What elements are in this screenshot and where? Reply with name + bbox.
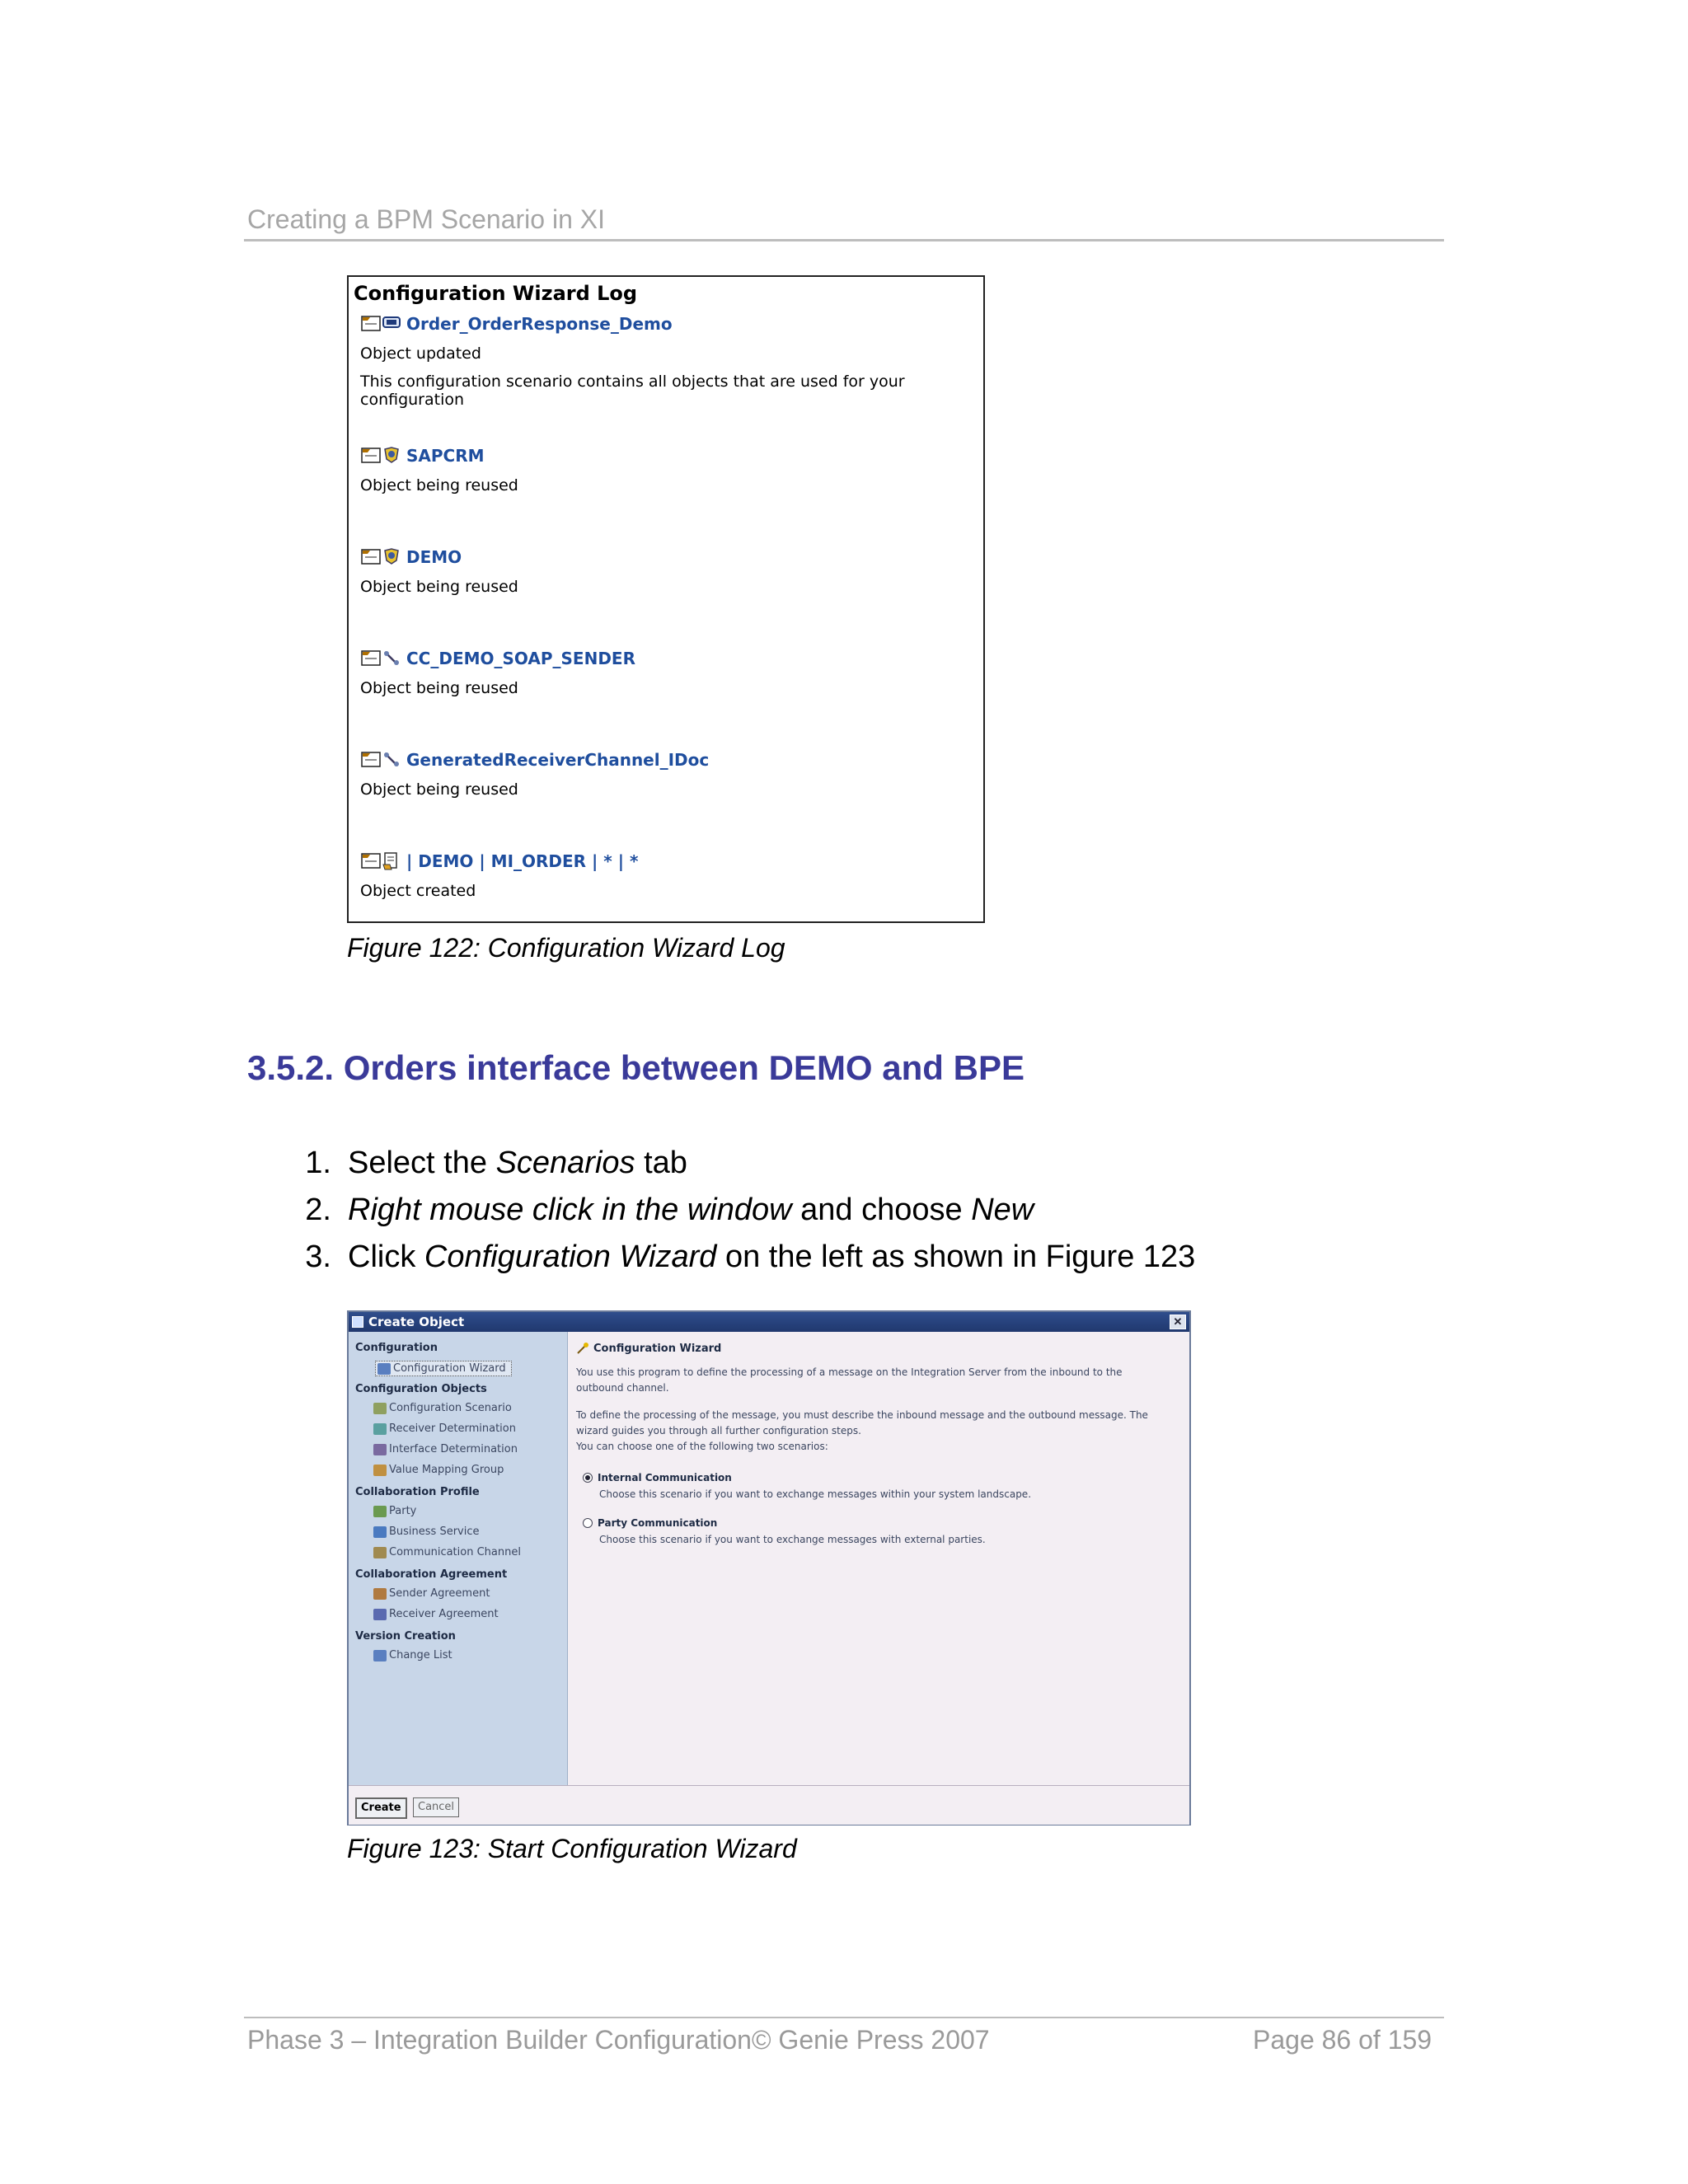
object-status: Object updated xyxy=(360,344,481,363)
intro-text: You use this program to define the processing of a message on the Integration Server from the inbound to the outbound channel. xyxy=(576,1366,1123,1394)
agreement-icon xyxy=(382,851,403,871)
radio-description: Choose this scenario if you want to exchange messages within your system landscape. xyxy=(599,1488,1032,1500)
flag-icon xyxy=(360,446,382,466)
object-link[interactable]: Order_OrderResponse_Demo xyxy=(406,314,673,334)
content-title xyxy=(576,1342,721,1355)
step-fragment: tab xyxy=(635,1146,687,1180)
flag-icon xyxy=(360,851,382,871)
create-button[interactable]: Create xyxy=(355,1797,407,1819)
running-header: Creating a BPM Scenario in XI xyxy=(247,204,605,234)
nav-item[interactable] xyxy=(373,1443,518,1455)
nav-group-title: Configuration Objects xyxy=(355,1383,487,1395)
nav-group-title: Collaboration Agreement xyxy=(355,1568,508,1581)
object-type-icon xyxy=(373,1588,387,1600)
log-entry-header xyxy=(360,312,978,336)
channel-icon xyxy=(382,649,403,668)
step-number: 2. xyxy=(305,1193,331,1227)
nav-group-title: Collaboration Profile xyxy=(355,1486,480,1498)
object-type-navigation xyxy=(349,1332,568,1785)
log-entry xyxy=(360,545,978,596)
step-number: 1. xyxy=(305,1146,331,1180)
object-status: Object being reused xyxy=(360,476,518,494)
wizard-description-panel xyxy=(570,1332,1189,1785)
footer-rule xyxy=(244,2017,1444,2018)
nav-item[interactable] xyxy=(373,1464,504,1476)
object-type-icon xyxy=(373,1547,387,1558)
object-status: Object being reused xyxy=(360,780,518,799)
create-object-window xyxy=(347,1310,1191,1825)
nav-item[interactable] xyxy=(373,1649,452,1661)
object-type-icon xyxy=(373,1465,387,1476)
flag-icon xyxy=(360,750,382,770)
object-type-icon xyxy=(373,1506,387,1517)
cancel-button[interactable]: Cancel xyxy=(413,1797,459,1817)
nav-item-label: Value Mapping Group xyxy=(389,1464,504,1476)
channel-icon xyxy=(382,750,403,770)
figure-122-caption: Figure 122: Configuration Wizard Log xyxy=(347,933,785,963)
section-heading: 3.5.2. Orders interface between DEMO and BPE xyxy=(247,1048,1025,1087)
nav-item[interactable] xyxy=(373,1608,499,1620)
step-emphasis: Right mouse click in the window xyxy=(348,1193,792,1227)
step-fragment: on the left as shown in Figure 123 xyxy=(716,1240,1196,1274)
radio-selected-icon xyxy=(583,1473,593,1483)
party-communication-radio[interactable] xyxy=(583,1517,717,1529)
object-link[interactable]: | DEMO | MI_ORDER | * | * xyxy=(406,851,639,871)
nav-group-title: Version Creation xyxy=(355,1630,456,1643)
window-footer xyxy=(349,1785,1189,1825)
step-text xyxy=(348,1193,1034,1240)
wand-icon xyxy=(576,1342,589,1355)
nav-item-label: Configuration Wizard xyxy=(393,1362,506,1375)
step-emphasis: New xyxy=(971,1193,1034,1227)
nav-item-label: Communication Channel xyxy=(389,1546,521,1558)
object-type-icon xyxy=(373,1650,387,1661)
step-number: 3. xyxy=(305,1240,331,1274)
radio-label: Internal Communication xyxy=(598,1472,732,1483)
log-entry-header xyxy=(360,748,978,772)
nav-item-label: Interface Determination xyxy=(389,1443,518,1455)
log-entry-header xyxy=(360,443,978,468)
radio-label: Party Communication xyxy=(598,1517,718,1529)
steps-list xyxy=(280,1146,1195,1286)
flag-icon xyxy=(360,547,382,567)
step-item xyxy=(280,1146,1195,1193)
figure-123-caption: Figure 123: Start Configuration Wizard xyxy=(347,1834,797,1863)
step-fragment: and choose xyxy=(791,1193,972,1227)
object-type-icon xyxy=(373,1444,387,1455)
nav-item-label: Receiver Determination xyxy=(389,1422,516,1435)
step-text xyxy=(348,1240,1195,1286)
log-entry-header xyxy=(360,646,978,671)
object-type-icon xyxy=(373,1403,387,1414)
object-link[interactable]: SAPCRM xyxy=(406,446,485,466)
step-text xyxy=(348,1146,687,1193)
close-icon[interactable]: ✕ xyxy=(1170,1315,1186,1329)
service-icon xyxy=(382,547,403,567)
header-rule xyxy=(244,239,1444,241)
nav-item[interactable] xyxy=(373,1422,516,1435)
log-entry xyxy=(360,849,978,900)
content-title-text: Configuration Wizard xyxy=(593,1342,722,1355)
object-link[interactable]: CC_DEMO_SOAP_SENDER xyxy=(406,649,635,668)
scenario-icon xyxy=(382,314,403,334)
nav-item-label: Business Service xyxy=(389,1526,480,1538)
log-entry-header xyxy=(360,545,978,569)
object-status: Object created xyxy=(360,882,476,900)
nav-group-title: Configuration xyxy=(355,1342,438,1354)
internal-communication-radio[interactable] xyxy=(583,1472,732,1483)
flag-icon xyxy=(360,314,382,334)
nav-item[interactable] xyxy=(373,1526,480,1538)
footer-text: Phase 3 – Integration Builder Configuration© Genie Press 2007 xyxy=(247,2025,990,2055)
nav-item[interactable] xyxy=(373,1546,521,1558)
object-type-icon xyxy=(373,1526,387,1538)
configuration-wizard-log xyxy=(347,275,985,923)
nav-item-label: Configuration Scenario xyxy=(389,1402,512,1414)
service-icon xyxy=(382,446,403,466)
object-type-icon xyxy=(377,1363,391,1375)
nav-item-label: Party xyxy=(389,1505,417,1517)
log-title: Configuration Wizard Log xyxy=(354,282,638,305)
log-entry-header xyxy=(360,849,978,874)
radio-description: Choose this scenario if you want to exchange messages with external parties. xyxy=(599,1534,986,1545)
window-icon xyxy=(352,1316,363,1328)
object-type-icon xyxy=(373,1609,387,1620)
log-entry xyxy=(360,312,978,409)
step-item xyxy=(280,1193,1195,1240)
step-emphasis: Scenarios xyxy=(495,1146,635,1180)
window-titlebar xyxy=(349,1312,1189,1332)
log-entry xyxy=(360,443,978,494)
step-fragment: Select the xyxy=(348,1146,496,1180)
object-link[interactable]: GeneratedReceiverChannel_IDoc xyxy=(406,750,710,770)
window-title: Create Object xyxy=(368,1315,465,1329)
object-description: This configuration scenario contains all objects that are used for your configuration xyxy=(360,373,905,409)
object-type-icon xyxy=(373,1423,387,1435)
nav-item-label: Change List xyxy=(389,1649,452,1661)
object-status: Object being reused xyxy=(360,578,518,596)
nav-item[interactable] xyxy=(373,1587,490,1600)
step-item xyxy=(280,1240,1195,1286)
nav-item[interactable] xyxy=(373,1505,416,1517)
choice-text: You can choose one of the following two scenarios: xyxy=(576,1441,828,1452)
flag-icon xyxy=(360,649,382,668)
nav-item[interactable] xyxy=(373,1402,512,1414)
log-entry xyxy=(360,646,978,697)
step-emphasis: Configuration Wizard xyxy=(424,1240,717,1274)
nav-item-label: Sender Agreement xyxy=(389,1587,490,1600)
step-fragment: Click xyxy=(348,1240,424,1274)
detail-text: To define the processing of the message, you must describe the inbound message and the outbound message. The wizard guides you through all further configuration steps. xyxy=(576,1409,1148,1436)
object-status: Object being reused xyxy=(360,679,518,697)
nav-item[interactable] xyxy=(375,1361,512,1376)
log-entry xyxy=(360,748,978,799)
object-link[interactable]: DEMO xyxy=(406,547,462,567)
nav-item-label: Receiver Agreement xyxy=(389,1608,499,1620)
radio-unselected-icon xyxy=(583,1518,593,1528)
page-number: Page 86 of 159 xyxy=(1253,2025,1432,2055)
